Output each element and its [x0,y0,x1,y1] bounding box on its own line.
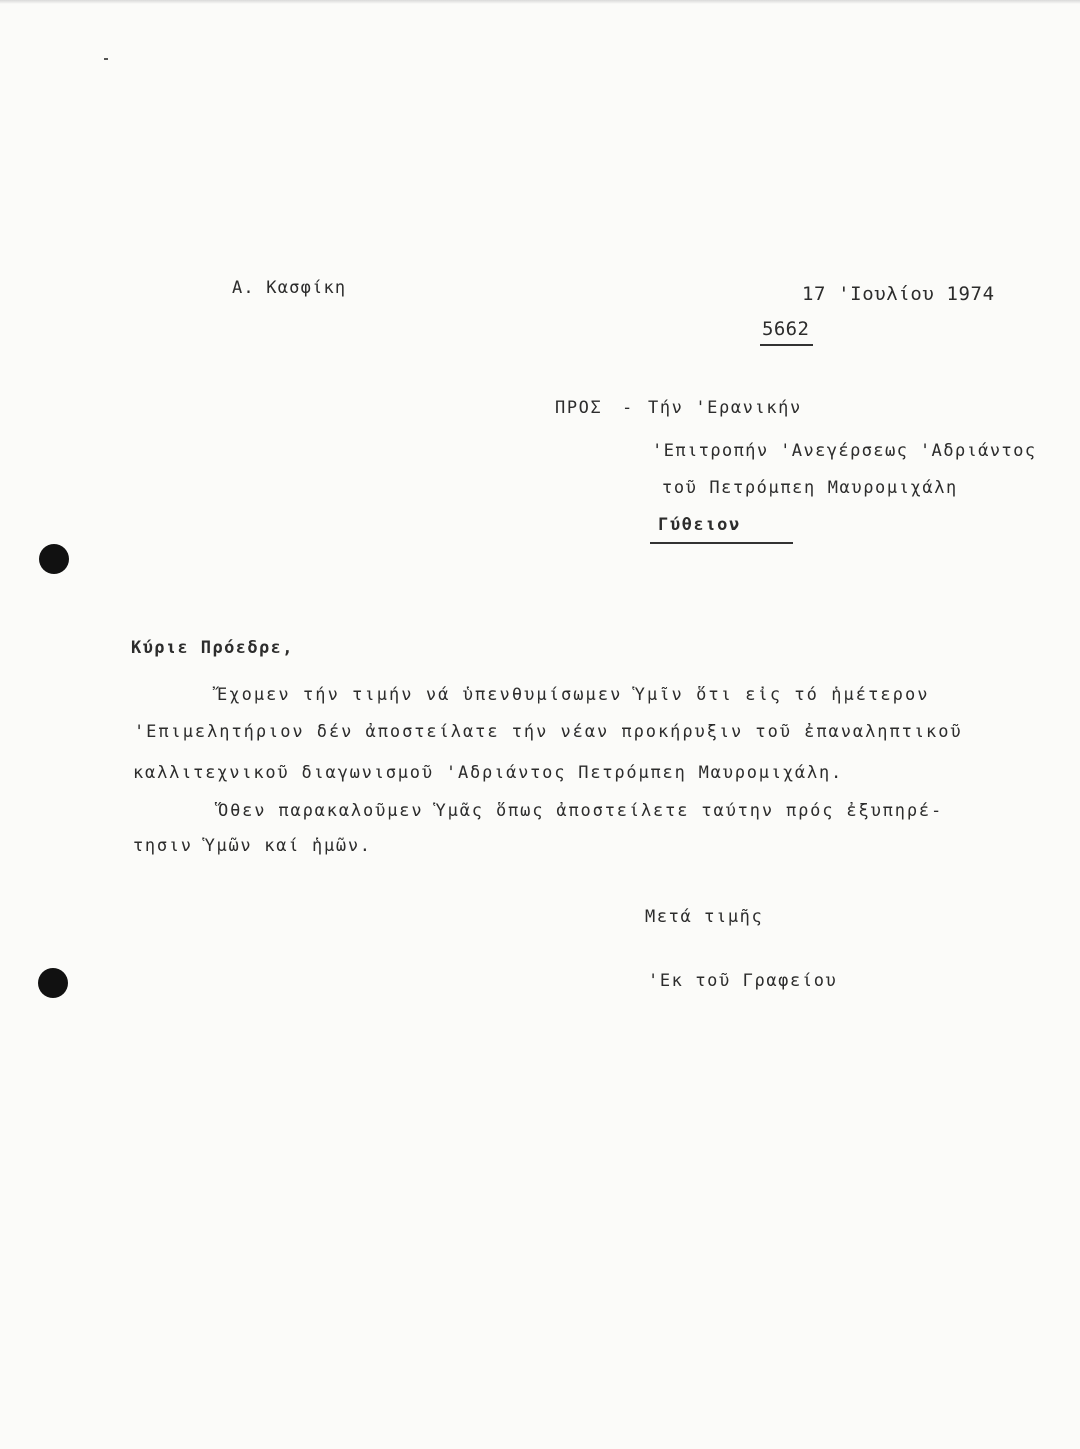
letter-date: 17 'Ιουλίου 1974 [802,283,995,305]
recipient-line-1: Τήν 'Ερανικήν [648,398,802,418]
recipient-line-2: 'Επιτροπήν 'Ανεγέρσεως 'Αδριάντος [652,441,1037,461]
recipient-dash: - [622,398,634,418]
scan-top-edge [0,0,1080,4]
reference-number: 5662 [760,318,813,346]
signoff: 'Εκ τοῦ Γραφείου [648,971,838,991]
closing: Μετά τιμῆς [645,907,764,927]
sender-name: Α. Κασφίκη [232,278,347,298]
body-line: 'Επιμελητήριον δέν ἀποστείλατε τήν νέαν προκήρυξιν τοῦ ἐπαναληπτικοῦ [134,722,963,742]
recipient-line-3: τοῦ Πετρόμπεη Μαυρομιχάλη [662,478,958,498]
salutation: Κύριε Πρόεδρε, [131,638,294,658]
body-line: τησιν Ὑμῶν καί ἡμῶν. [133,836,372,856]
recipient-label: ΠΡΟΣ [555,398,603,418]
body-line: Ὅθεν παρακαλοῦμεν Ὑμᾶς ὅπως ἀποστείλετε ταύτην πρός ἐξυπηρέ- [218,801,944,821]
body-line: καλλιτεχνικοῦ διαγωνισμοῦ 'Αδριάντος Πετρόμπεη Μαυρομιχάλη. [133,763,844,783]
body-line: Ἔχομεν τήν τιμήν νά ὑπενθυμίσωμεν Ὑμῖν ὅτι εἰς τό ἡμέτερον [217,685,930,705]
punch-hole-upper [39,544,69,574]
scan-speck [104,58,108,60]
recipient-city: Γύθειον [650,514,793,544]
punch-hole-lower [38,968,68,998]
